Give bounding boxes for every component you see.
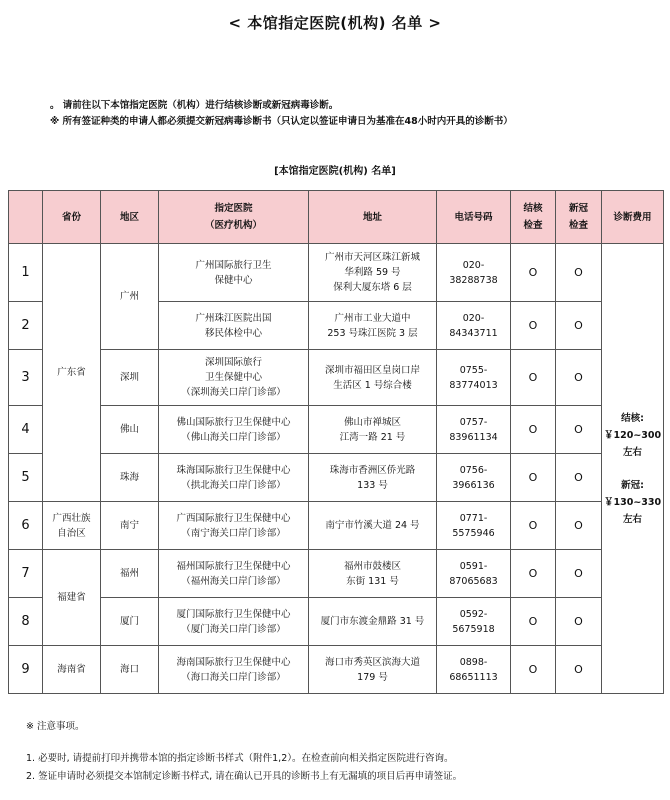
- address-cell: 厦门市东渡金鼎路 31 号: [309, 598, 437, 646]
- row-number: 3: [9, 350, 43, 406]
- table-row: [9, 598, 664, 646]
- hospital-cell: 广州珠江医院出国 移民体检中心: [159, 302, 309, 350]
- hospital-cell: 福州国际旅行卫生保健中心 （福州海关口岸门诊部）: [159, 550, 309, 598]
- phone-cell: 0757- 83961134: [437, 406, 511, 454]
- address-cell: 海口市秀英区滨海大道 179 号: [309, 646, 437, 694]
- fee-covid-suffix: 左右: [622, 513, 642, 525]
- notice-line-2: ※ 所有签证种类的申请人都必须提交新冠病毒诊断书（只认定以签证申请日为基准在48小时内开具的诊断书）: [50, 116, 513, 127]
- header-province: 省份: [43, 191, 101, 244]
- row-number: 9: [9, 646, 43, 694]
- phone-cell: 020- 84343711: [437, 302, 511, 350]
- covid-mark: O: [556, 406, 602, 454]
- fee-covid-label: 新冠:: [621, 479, 644, 491]
- hospital-cell: 广州国际旅行卫生 保健中心: [159, 244, 309, 302]
- phone-cell: 020- 38288738: [437, 244, 511, 302]
- province-cell: 广西壮族 自治区: [43, 502, 101, 550]
- table-row: [9, 502, 664, 550]
- hospital-cell: 海南国际旅行卫生保健中心 （海口海关口岸门诊部）: [159, 646, 309, 694]
- address-cell: 深圳市福田区皇岗口岸 生活区 1 号综合楼: [309, 350, 437, 406]
- address-cell: 福州市鼓楼区 东街 131 号: [309, 550, 437, 598]
- address-cell: 广州市天河区珠江新城 华利路 59 号 保利大厦东塔 6 层: [309, 244, 437, 302]
- tb-mark: O: [511, 406, 556, 454]
- fee-covid-amount: ￥130~330: [604, 496, 662, 508]
- footer-item-2: 2. 签证申请时必须提交本馆制定诊断书样式, 请在确认已开具的诊断书上有无漏填的项目后再申请签证。: [26, 771, 463, 782]
- header-num: [9, 191, 43, 244]
- address-cell: 广州市工业大道中 253 号珠江医院 3 层: [309, 302, 437, 350]
- row-number: 6: [9, 502, 43, 550]
- tb-mark: O: [511, 350, 556, 406]
- hospital-cell: 广西国际旅行卫生保健中心 （南宁海关口岸门诊部）: [159, 502, 309, 550]
- district-cell: 厦门: [101, 598, 159, 646]
- notice-block: [50, 98, 513, 130]
- row-number: 1: [9, 244, 43, 302]
- row-number: 4: [9, 406, 43, 454]
- table-row: [9, 454, 664, 502]
- fee-tb-suffix: 左右: [622, 446, 642, 458]
- province-cell: 广东省: [43, 244, 101, 502]
- tb-mark: O: [511, 646, 556, 694]
- covid-mark: O: [556, 646, 602, 694]
- phone-cell: 0771- 5575946: [437, 502, 511, 550]
- footer-item-1: 1. 必要时, 请提前打印并携带本馆的指定诊断书样式（附件1,2）。在检查前向相关指定医院进行咨询。: [26, 753, 454, 764]
- province-cell: 福建省: [43, 550, 101, 646]
- notes-footer: [26, 718, 462, 786]
- covid-mark: O: [556, 502, 602, 550]
- covid-mark: O: [556, 244, 602, 302]
- district-cell: 南宁: [101, 502, 159, 550]
- tb-mark: O: [511, 244, 556, 302]
- covid-mark: O: [556, 302, 602, 350]
- table-header-row: [9, 191, 664, 244]
- table-row: [9, 244, 664, 302]
- row-number: 5: [9, 454, 43, 502]
- district-cell: 珠海: [101, 454, 159, 502]
- tb-mark: O: [511, 302, 556, 350]
- district-cell: 佛山: [101, 406, 159, 454]
- hospital-cell: 佛山国际旅行卫生保健中心 （佛山海关口岸门诊部）: [159, 406, 309, 454]
- row-number: 8: [9, 598, 43, 646]
- hospital-cell: 珠海国际旅行卫生保健中心 （拱北海关口岸门诊部）: [159, 454, 309, 502]
- tb-mark: O: [511, 598, 556, 646]
- phone-cell: 0591- 87065683: [437, 550, 511, 598]
- address-cell: 珠海市香洲区侨光路 133 号: [309, 454, 437, 502]
- tb-mark: O: [511, 454, 556, 502]
- covid-mark: O: [556, 550, 602, 598]
- phone-cell: 0898- 68651113: [437, 646, 511, 694]
- tb-mark: O: [511, 502, 556, 550]
- row-number: 7: [9, 550, 43, 598]
- header-phone: 电话号码: [437, 191, 511, 244]
- district-cell: 广州: [101, 244, 159, 350]
- header-district: 地区: [101, 191, 159, 244]
- phone-cell: 0755- 83774013: [437, 350, 511, 406]
- covid-mark: O: [556, 598, 602, 646]
- fee-cell: [602, 244, 664, 694]
- row-number: 2: [9, 302, 43, 350]
- table-row: [9, 550, 664, 598]
- fee-tb-label: 结核:: [621, 412, 644, 424]
- page-title: < 本馆指定医院(机构) 名单 >: [228, 14, 442, 32]
- hospital-cell: 厦门国际旅行卫生保健中心 （厦门海关口岸门诊部）: [159, 598, 309, 646]
- covid-mark: O: [556, 350, 602, 406]
- district-cell: 深圳: [101, 350, 159, 406]
- table-row: [9, 350, 664, 406]
- fee-tb-amount: ￥120~300: [604, 429, 662, 441]
- header-hospital: 指定医院 （医疗机构）: [159, 191, 309, 244]
- table-title: [本馆指定医院(机构) 名单]: [274, 166, 396, 177]
- phone-cell: 0756- 3966136: [437, 454, 511, 502]
- header-tb: 结核 检查: [511, 191, 556, 244]
- table-row: [9, 406, 664, 454]
- header-covid: 新冠 检查: [556, 191, 602, 244]
- phone-cell: 0592- 5675918: [437, 598, 511, 646]
- notice-line-1: 。 请前往以下本馆指定医院（机构）进行结核诊断或新冠病毒诊断。: [50, 100, 339, 111]
- table-row: [9, 646, 664, 694]
- address-cell: 南宁市竹溪大道 24 号: [309, 502, 437, 550]
- footer-heading: ※ 注意事项。: [26, 721, 85, 732]
- hospital-cell: 深圳国际旅行 卫生保健中心 （深圳海关口岸门诊部）: [159, 350, 309, 406]
- address-cell: 佛山市禅城区 江湾一路 21 号: [309, 406, 437, 454]
- covid-mark: O: [556, 454, 602, 502]
- header-address: 地址: [309, 191, 437, 244]
- tb-mark: O: [511, 550, 556, 598]
- hospital-table: [8, 190, 664, 694]
- district-cell: 海口: [101, 646, 159, 694]
- province-cell: 海南省: [43, 646, 101, 694]
- district-cell: 福州: [101, 550, 159, 598]
- header-fee: 诊断费用: [602, 191, 664, 244]
